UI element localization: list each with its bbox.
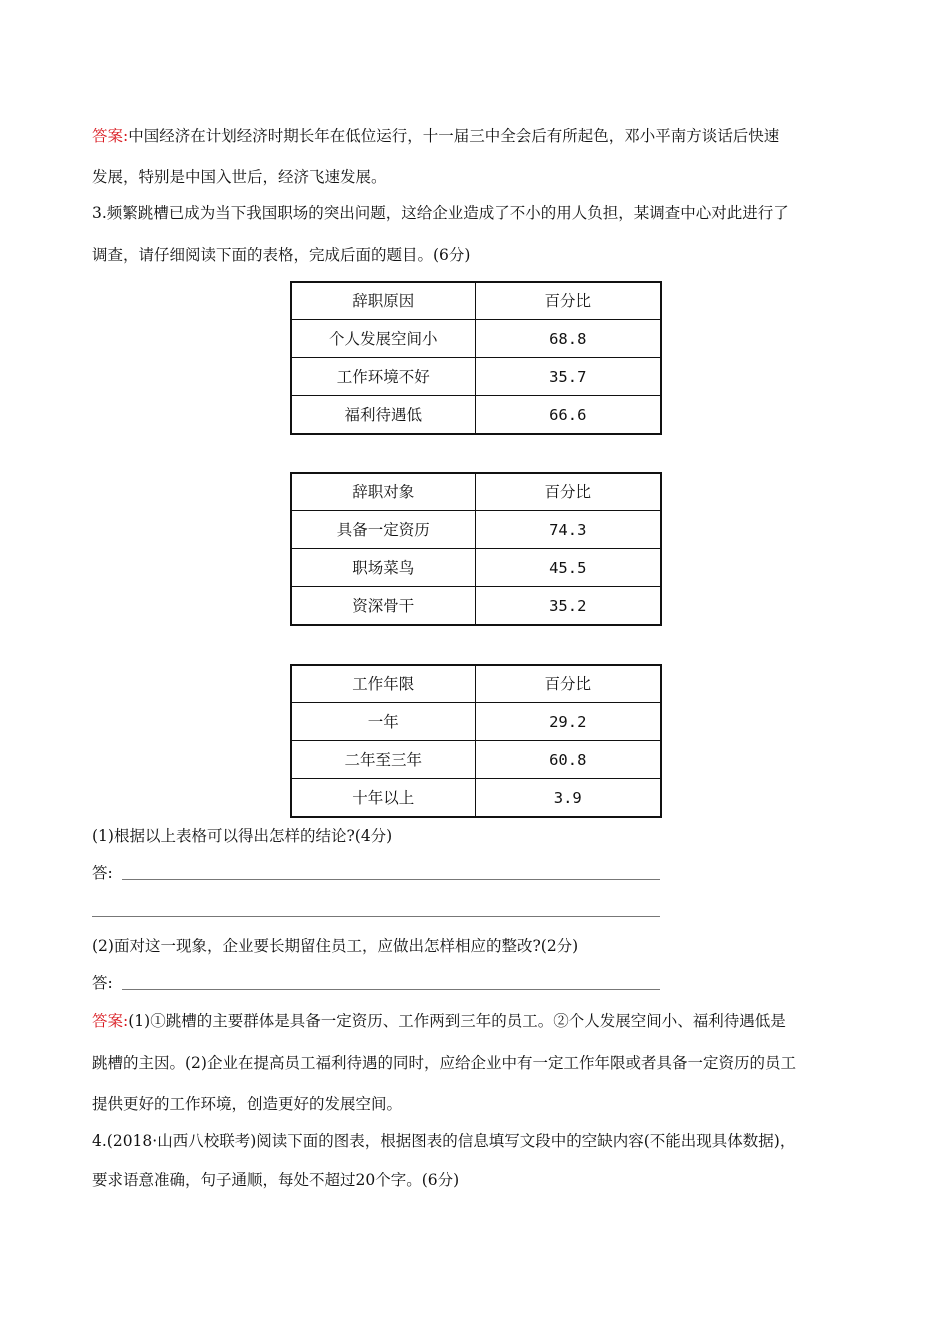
table-row bbox=[291, 396, 661, 435]
answer-1-line-2: 发展，特别是中国入世后，经济飞速发展。 bbox=[92, 168, 387, 186]
sub-question-1: (1)根据以上表格可以得出怎样的结论?(4分) bbox=[92, 827, 393, 845]
table-cell: 十年以上 bbox=[291, 779, 475, 818]
table-header-cell: 百分比 bbox=[475, 473, 661, 511]
table-cell: 二年至三年 bbox=[291, 741, 475, 779]
table-header-cell: 百分比 bbox=[475, 282, 661, 320]
answer-text: 中国经济在计划经济时期长年在低位运行，十一届三中全会后有所起色，邓小平南方谈话后快速 bbox=[128, 127, 780, 145]
question-3-line-2: 调查，请仔细阅读下面的表格，完成后面的题目。(6分) bbox=[92, 246, 471, 264]
table-cell-value: 35.7 bbox=[475, 358, 661, 396]
question-4-line-1: 4.(2018·山西八校联考)阅读下面的图表，根据图表的信息填写文段中的空缺内容(不能出现具体数据)， bbox=[92, 1132, 796, 1150]
table-row bbox=[291, 779, 661, 818]
table-cell-value: 74.3 bbox=[475, 511, 661, 549]
table-row bbox=[291, 320, 661, 358]
table-cell: 个人发展空间小 bbox=[291, 320, 475, 358]
answer-text: (1)①跳槽的主要群体是具备一定资历、工作两到三年的员工。②个人发展空间小、福利待遇低是 bbox=[128, 1012, 786, 1030]
table-cell: 职场菜鸟 bbox=[291, 549, 475, 587]
table-row bbox=[291, 358, 661, 396]
answer-prefix: 答: bbox=[92, 864, 113, 882]
answer-3-line-1 bbox=[92, 1011, 872, 1031]
answer-blank-line[interactable] bbox=[92, 916, 660, 917]
table-row bbox=[291, 741, 661, 779]
answer-3-line-2: 跳槽的主因。(2)企业在提高员工福利待遇的同时，应给企业中有一定工作年限或者具备一定资历的员工 bbox=[92, 1054, 796, 1072]
table-row bbox=[291, 587, 661, 626]
table-row bbox=[291, 511, 661, 549]
table-cell-value: 68.8 bbox=[475, 320, 661, 358]
table-header-cell: 百分比 bbox=[475, 665, 661, 703]
answer-3-line-3: 提供更好的工作环境，创造更好的发展空间。 bbox=[92, 1095, 403, 1113]
table-cell: 资深骨干 bbox=[291, 587, 475, 626]
answer-1-line-1 bbox=[92, 126, 872, 146]
answer-label: 答案: bbox=[92, 1012, 129, 1030]
answer-prefix: 答: bbox=[92, 974, 113, 992]
resign-reason-table bbox=[290, 281, 662, 435]
answer-label: 答案: bbox=[92, 127, 129, 145]
table-header-row bbox=[291, 473, 661, 511]
table-header-row bbox=[291, 665, 661, 703]
table-row bbox=[291, 549, 661, 587]
table-cell-value: 35.2 bbox=[475, 587, 661, 626]
table-cell-value: 45.5 bbox=[475, 549, 661, 587]
table-cell-value: 66.6 bbox=[475, 396, 661, 435]
table-header-row bbox=[291, 282, 661, 320]
question-4-line-2: 要求语意准确，句子通顺，每处不超过20个字。(6分) bbox=[92, 1171, 460, 1189]
table-cell-value: 60.8 bbox=[475, 741, 661, 779]
sub-question-2: (2)面对这一现象，企业要长期留住员工，应做出怎样相应的整改?(2分) bbox=[92, 937, 579, 955]
answer-blank-line[interactable] bbox=[122, 989, 660, 990]
table-cell-value: 3.9 bbox=[475, 779, 661, 818]
table-cell-value: 29.2 bbox=[475, 703, 661, 741]
resign-target-table bbox=[290, 472, 662, 626]
table-header-cell: 工作年限 bbox=[291, 665, 475, 703]
question-3-line-1: 3.频繁跳槽已成为当下我国职场的突出问题，这给企业造成了不小的用人负担，某调查中心对此进行了 bbox=[92, 204, 789, 222]
table-cell: 工作环境不好 bbox=[291, 358, 475, 396]
table-row bbox=[291, 703, 661, 741]
answer-blank-line[interactable] bbox=[122, 879, 660, 880]
work-years-table bbox=[290, 664, 662, 818]
table-cell: 福利待遇低 bbox=[291, 396, 475, 435]
table-header-cell: 辞职原因 bbox=[291, 282, 475, 320]
table-cell: 一年 bbox=[291, 703, 475, 741]
table-cell: 具备一定资历 bbox=[291, 511, 475, 549]
table-header-cell: 辞职对象 bbox=[291, 473, 475, 511]
